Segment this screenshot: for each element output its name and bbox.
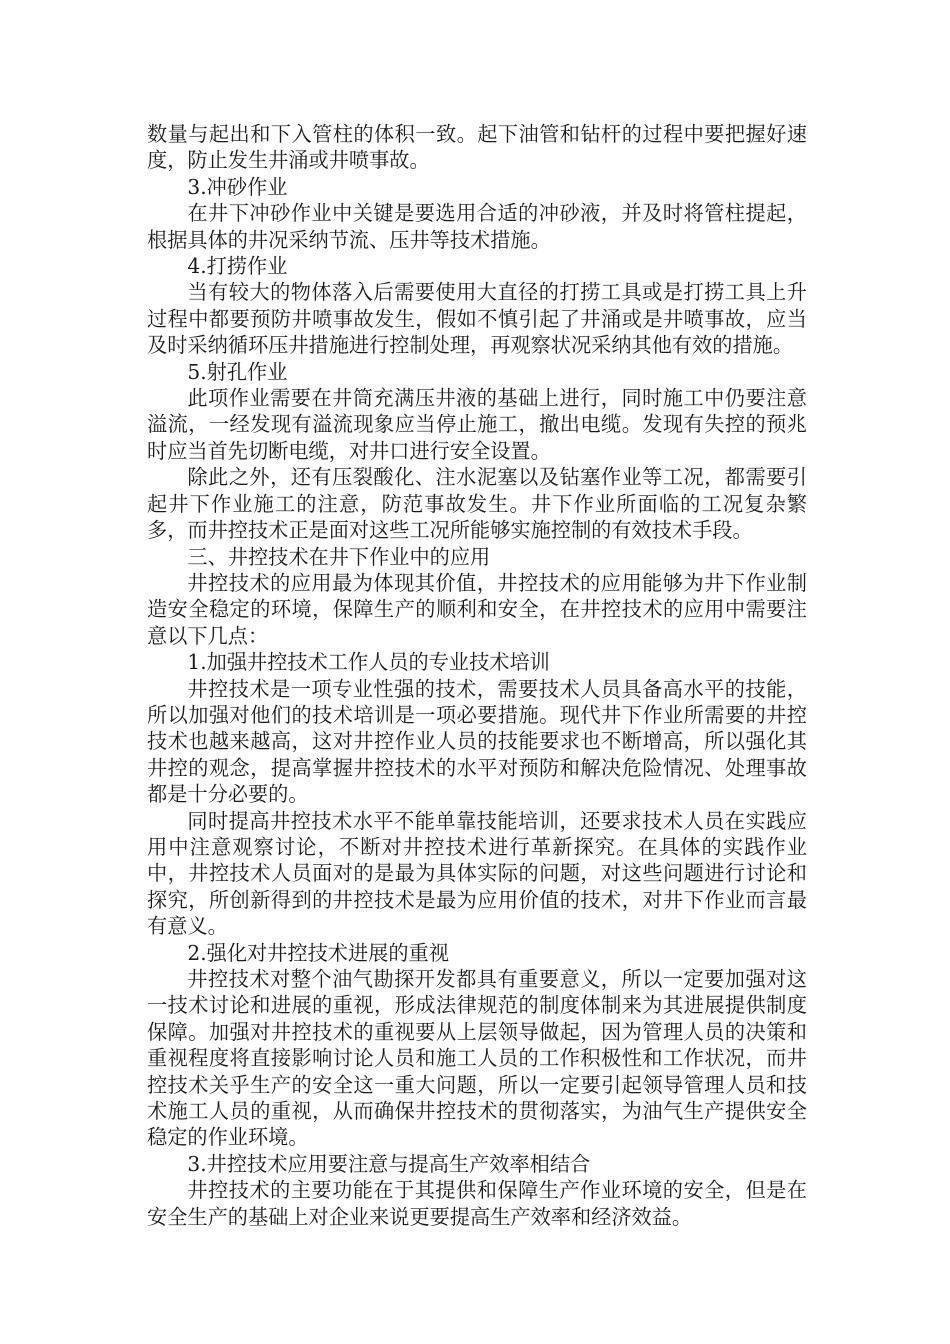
subheading-efficiency: 3.井控技术应用要注意与提高生产效率相结合: [187, 1151, 591, 1176]
subheading-sand-washing: 3.冲砂作业: [187, 174, 288, 199]
paragraph-sand-washing: 在井下冲砂作业中关键是要选用合适的冲砂液，并及时将管柱提起，根据具体的井况采纳节流、压井等技术措施。: [147, 201, 807, 252]
paragraph-innovation: 同时提高井控技术水平不能单靠技能培训，还要求技术人员在实践应用中注意观察讨论，不断对井控技术进行革新探究。在具体的实践作业中，井控技术人员面对的是最为具体实际的问题，对这些问题进行讨论和探究，所创新得到的井控技术是最为应用价值的技术，对井下作业而言最有意义。: [147, 808, 807, 939]
paragraph-fishing: 当有较大的物体落入后需要使用大直径的打捞工具或是打捞工具上升过程中都要预防井喷事故发生，假如不慎引起了井涌或是井喷事故，应当及时采纳循环压井措施进行控制处理，再观察状况采纳其他有效的措施。: [147, 280, 807, 358]
section-heading-application: 三、井控技术在井下作业中的应用: [187, 544, 491, 569]
paragraph-efficiency: 井控技术的主要功能在于其提供和保障生产作业环境的安全，但是在安全生产的基础上对企业来说更要提高生产效率和经济效益。: [147, 1178, 807, 1229]
paragraph-continuation: 数量与起出和下入管柱的体积一致。起下油管和钻杆的过程中要把握好速度，防止发生井涌或井喷事故。: [147, 122, 807, 173]
paragraph-training: 井控技术是一项专业性强的技术，需要技术人员具备高水平的技能，所以加强对他们的技术培训是一项必要措施。现代井下作业所需要的井控技术也越来越高，这对井控作业人员的技能要求也不断增高，所以强化其井控的观念，提高掌握井控技术的水平对预防和解决危险情况、处理事故都是十分必要的。: [147, 676, 807, 807]
paragraph-emphasis: 井控技术对整个油气勘探开发都具有重要意义，所以一定要加强对这一技术讨论和进展的重视，形成法律规范的制度体制来为其进展提供制度保障。加强对井控技术的重视要从上层领导做起，因为管理人员的决策和重视程度将直接影响讨论人员和施工人员的工作积极性和工作状况，而井控技术关乎生产的安全这一重大问题，所以一定要引起领导管理人员和技术施工人员的重视，从而确保井控技术的贯彻落实，为油气生产提供安全稳定的作业环境。: [147, 967, 807, 1150]
subheading-training: 1.加强井控技术工作人员的专业技术培训: [187, 650, 550, 675]
subheading-fishing: 4.打捞作业: [187, 254, 288, 279]
paragraph-other-conditions: 除此之外，还有压裂酸化、注水泥塞以及钻塞作业等工况，都需要引起井下作业施工的注意，防范事故发生。井下作业所面临的工况复杂繁多，而井控技术正是面对这些工况所能够实施控制的有效技术手段。: [147, 465, 807, 543]
paragraph-perforating: 此项作业需要在井筒充满压井液的基础上进行，同时施工中仍要注意溢流，一经发现有溢流现象应当停止施工，撤出电缆。发现有失控的预兆时应当首先切断电缆，对井口进行安全设置。: [147, 386, 807, 463]
subheading-perforating: 5.射孔作业: [187, 359, 288, 384]
paragraph-application-intro: 井控技术的应用最为体现其价值，井控技术的应用能够为井下作业制造安全稳定的环境，保障生产的顺利和安全，在井控技术的应用中需要注意以下几点：: [147, 570, 807, 648]
document-body: [147, 121, 807, 1230]
subheading-emphasis: 2.强化对井控技术进展的重视: [187, 940, 449, 965]
